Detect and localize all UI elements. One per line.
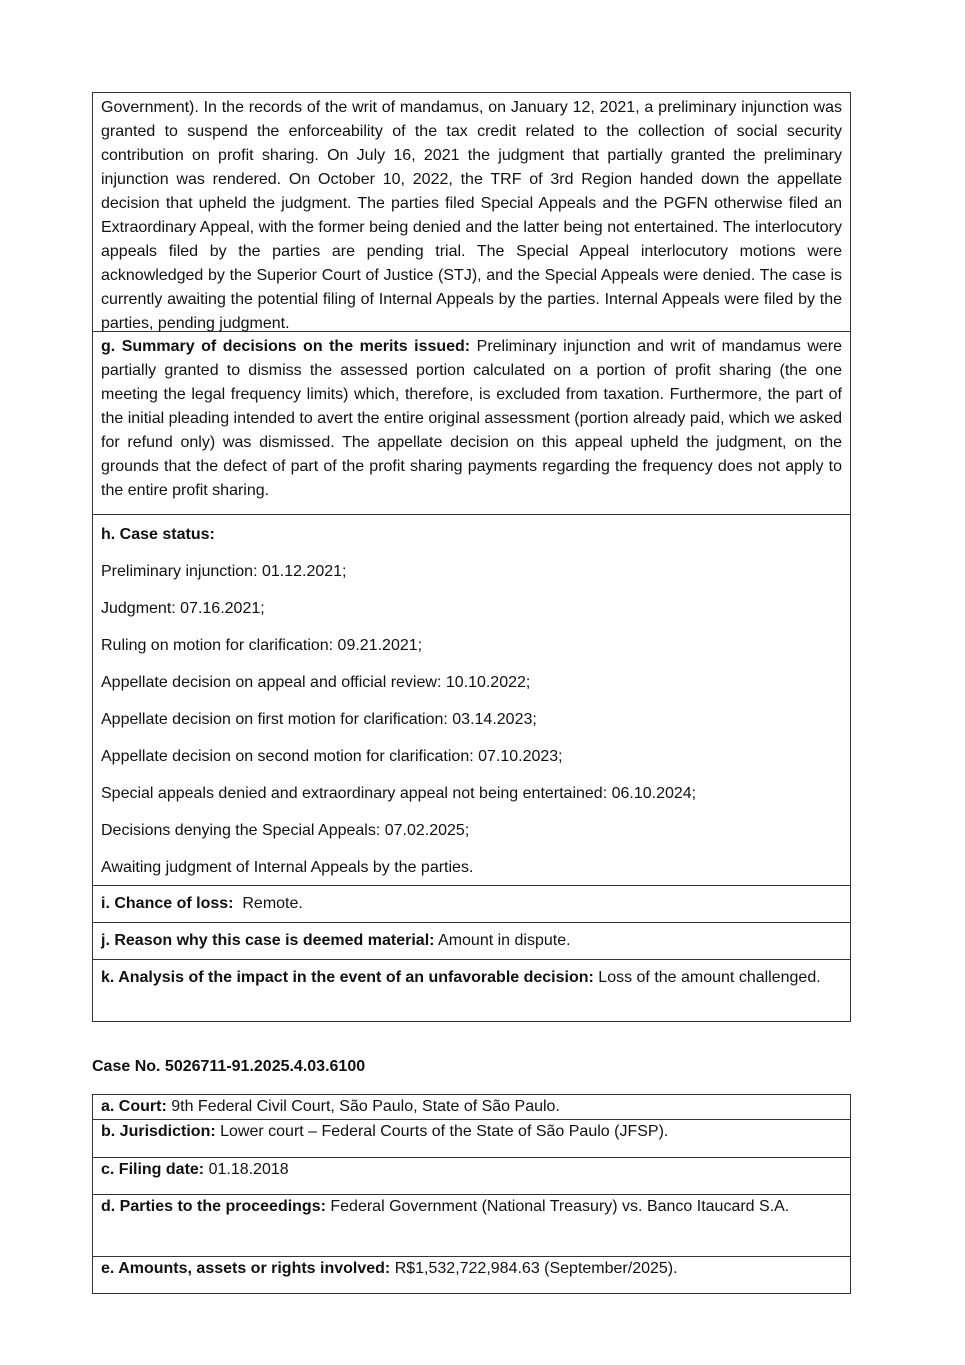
k-text: Loss of the amount challenged.: [593, 969, 821, 986]
status-item: Decisions denying the Special Appeals: 07.02.2025;: [101, 822, 470, 839]
h-label: h. Case status:: [101, 526, 215, 543]
status-item: Appellate decision on first motion for clarification: 03.14.2023;: [101, 711, 537, 728]
row-i-chance-of-loss: [93, 885, 850, 922]
a-label: a. Court:: [101, 1098, 167, 1115]
row-k-impact: [93, 959, 850, 1021]
a-text: 9th Federal Civil Court, São Paulo, State of São Paulo.: [166, 1098, 560, 1115]
j-text: Amount in dispute.: [434, 932, 571, 949]
g-text: Preliminary injunction and writ of mandamus were partially granted to dismiss the assessed portion calculated on a portion of profit sharing (the one meeting the legal frequency limits) which, therefore, is excluded from taxation. Furthermore, the part of the initial pleading intended to avert the entire original assessment (portion already paid, which we asked for refund only) was dismissed. The appellate decision on this appeal upheld the judgment, on the grounds that the defect of part of the profit sharing payments regarding the frequency does not apply to the entire profit sharing.: [101, 338, 843, 499]
row-f-progress: [93, 93, 850, 331]
j-label: j. Reason why this case is deemed material:: [101, 932, 435, 949]
row-h-case-status: [93, 514, 850, 885]
i-label: i. Chance of loss:: [101, 895, 234, 912]
status-item: Awaiting judgment of Internal Appeals by the parties.: [101, 859, 474, 876]
e-label: e. Amounts, assets or rights involved:: [101, 1260, 391, 1277]
c-text: 01.18.2018: [204, 1161, 289, 1178]
status-item: Appellate decision on second motion for clarification: 07.10.2023;: [101, 748, 563, 765]
f-text: Government). In the records of the writ of mandamus, on January 12, 2021, a preliminary injunction was granted to suspend the enforceability of the tax credit related to the collection of social security contribution on profit sharing. On July 16, 2021 the judgment that partially granted the preliminary injunction was rendered. On October 10, 2022, the TRF of 3rd Region handed down the appellate decision that upheld the judgment. The parties filed Special Appeals and the PGFN otherwise filed an Extraordinary Appeal, with the former being denied and the latter being not entertained. The interlocutory appeals filed by the parties are pending trial. The Special Appeal interlocutory motions were acknowledged by the Superior Court of Justice (STJ), and the Special Appeals were denied. The case is currently awaiting the potential filing of Internal Appeals by the parties. Internal Appeals were filed by the parties, pending judgment.: [101, 99, 842, 332]
b-text: Lower court – Federal Courts of the State of São Paulo (JFSP).: [215, 1123, 669, 1140]
row-d-parties: [93, 1194, 850, 1256]
g-label: g. Summary of decisions on the merits issued:: [101, 338, 471, 355]
case-details-table: [92, 92, 851, 1022]
c-label: c. Filing date:: [101, 1161, 205, 1178]
k-label: k. Analysis of the impact in the event of an unfavorable decision:: [101, 969, 594, 986]
case-info-table: [92, 1094, 851, 1294]
status-item: Appellate decision on appeal and official review: 10.10.2022;: [101, 674, 531, 691]
i-text: Remote.: [233, 895, 303, 912]
status-item: Special appeals denied and extraordinary appeal not being entertained: 06.10.2024;: [101, 785, 697, 802]
row-c-filing-date: [93, 1157, 850, 1194]
e-text: R$1,532,722,984.63 (September/2025).: [390, 1260, 678, 1277]
b-label: b. Jurisdiction:: [101, 1123, 216, 1140]
row-g-summary: [93, 331, 850, 514]
row-b-jurisdiction: [93, 1119, 850, 1157]
d-text: Federal Government (National Treasury) vs. Banco Itaucard S.A.: [325, 1198, 790, 1215]
row-a-court: [93, 1095, 850, 1119]
case-number-heading: Case No. 5026711-91.2025.4.03.6100: [92, 1058, 366, 1075]
row-j-materiality: [93, 922, 850, 959]
status-item: Judgment: 07.16.2021;: [101, 600, 265, 617]
row-e-amounts: [93, 1256, 850, 1293]
d-label: d. Parties to the proceedings:: [101, 1198, 326, 1215]
status-item: Ruling on motion for clarification: 09.21.2021;: [101, 637, 423, 654]
status-item: Preliminary injunction: 01.12.2021;: [101, 563, 347, 580]
